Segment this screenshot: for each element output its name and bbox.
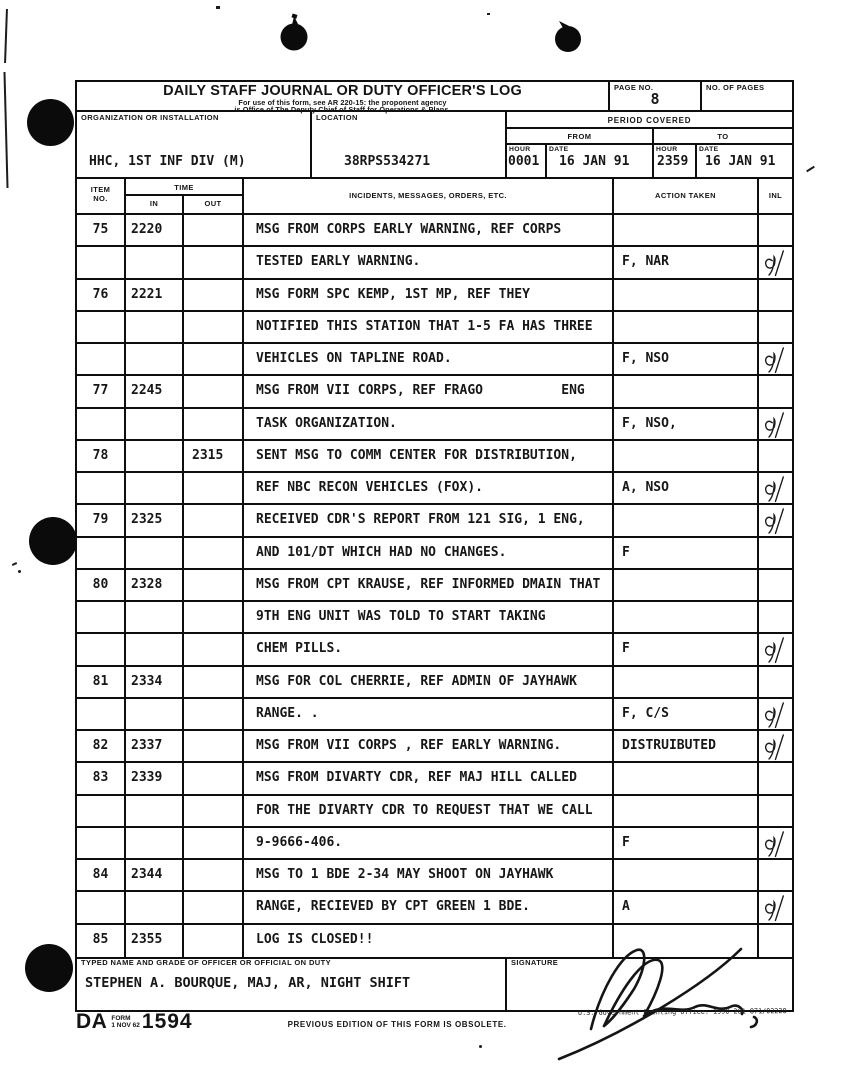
handwritten-signature [545, 933, 785, 1068]
table-row [77, 376, 792, 408]
time-in-cell: 2328 [126, 570, 184, 600]
table-row [77, 215, 792, 247]
initials-cell [759, 473, 792, 503]
incidents-cell: MSG FROM DIVARTY CDR, REF MAJ HILL CALLED [244, 763, 614, 793]
time-out-cell [184, 409, 244, 439]
handwritten-initials-icon [763, 732, 787, 761]
punch-hole-icon [278, 12, 312, 54]
printing-office-note: U.S. Government Printing Office: 1990-261-871/02228 [577, 1007, 787, 1017]
initials-cell [759, 828, 792, 858]
action-taken-cell [614, 763, 759, 793]
from-hour-value: 0001 [508, 154, 540, 169]
date-label: DATE [699, 146, 719, 153]
initials-cell [759, 344, 792, 374]
scan-artifact [216, 6, 220, 9]
item-no-cell [77, 344, 126, 374]
scan-artifact [18, 570, 21, 573]
initials-cell [759, 280, 792, 310]
handwritten-initials-icon [763, 345, 787, 374]
time-out-cell [184, 215, 244, 245]
initials-cell [759, 796, 792, 826]
location-value: 38RPS534271 [344, 154, 431, 169]
form-edition: FORM [111, 1015, 131, 1022]
table-row [77, 763, 792, 795]
page-no-label: PAGE NO. [614, 83, 654, 92]
signature-label: SIGNATURE [511, 958, 559, 967]
typed-name-label: TYPED NAME AND GRADE OF OFFICER OR OFFICIAL ON DUTY [81, 958, 331, 967]
time-in-cell [126, 409, 184, 439]
time-in-cell: 2339 [126, 763, 184, 793]
scan-artifact [4, 9, 8, 63]
item-no-cell [77, 828, 126, 858]
incidents-cell: RANGE. . [244, 699, 614, 729]
incidents-cell: MSG FROM VII CORPS , REF EARLY WARNING. [244, 731, 614, 761]
action-taken-cell: A [614, 892, 759, 922]
initials-cell [759, 247, 792, 277]
inl-header: INL [768, 191, 783, 200]
item-no-cell: 76 [77, 280, 126, 310]
time-out-cell [184, 860, 244, 890]
action-taken-cell [614, 570, 759, 600]
action-taken-cell [614, 280, 759, 310]
time-out-cell [184, 892, 244, 922]
typed-name-value: STEPHEN A. BOURQUE, MAJ, AR, NIGHT SHIFT [85, 975, 411, 991]
table-row [77, 892, 792, 924]
table-row [77, 280, 792, 312]
time-in-cell [126, 247, 184, 277]
initials-cell [759, 570, 792, 600]
time-out-header: OUT [184, 196, 244, 213]
incidents-cell: FOR THE DIVARTY CDR TO REQUEST THAT WE CALL [244, 796, 614, 826]
action-taken-cell: F, NSO, [614, 409, 759, 439]
initials-cell [759, 860, 792, 890]
binder-hole [27, 99, 74, 146]
item-no-cell [77, 538, 126, 568]
initials-cell [759, 409, 792, 439]
item-no-cell: 85 [77, 925, 126, 957]
time-out-cell [184, 763, 244, 793]
time-in-cell [126, 312, 184, 342]
time-out-cell [184, 538, 244, 568]
time-in-cell [126, 538, 184, 568]
action-taken-cell [614, 505, 759, 535]
item-no-cell [77, 699, 126, 729]
time-out-cell [184, 828, 244, 858]
form-edition-date: 1 NOV 62 [111, 1021, 140, 1029]
action-taken-cell [614, 376, 759, 406]
table-header [77, 179, 792, 215]
time-in-cell [126, 828, 184, 858]
to-hour-cell [654, 145, 697, 179]
to-date-cell [697, 145, 792, 179]
action-taken-cell: DISTRUIBUTED [614, 731, 759, 761]
item-no-cell: 83 [77, 763, 126, 793]
punch-hole-icon [551, 18, 585, 58]
action-taken-cell: F, NAR [614, 247, 759, 277]
table-row [77, 699, 792, 731]
handwritten-initials-icon [763, 248, 787, 277]
journal-entries-table [77, 215, 792, 957]
time-in-cell [126, 344, 184, 374]
scan-artifact [487, 13, 490, 15]
hour-label: HOUR [656, 146, 678, 153]
action-taken-cell [614, 215, 759, 245]
form-subtitle-line2: is Office of The Deputy Chief of Staff for Operations & Plans. [234, 105, 451, 115]
from-date-cell [547, 145, 654, 179]
table-row [77, 505, 792, 537]
incidents-cell: TESTED EARLY WARNING. [244, 247, 614, 277]
time-in-cell: 2221 [126, 280, 184, 310]
action-taken-cell: F, C/S [614, 699, 759, 729]
initials-cell [759, 731, 792, 761]
form-title-block [77, 82, 610, 115]
table-row [77, 570, 792, 602]
incidents-cell: MSG FROM CORPS EARLY WARNING, REF CORPS [244, 215, 614, 245]
item-no-cell [77, 796, 126, 826]
action-taken-cell [614, 602, 759, 632]
table-row [77, 473, 792, 505]
to-date-value: 16 JAN 91 [705, 154, 776, 169]
incidents-cell: MSG FROM VII CORPS, REF FRAGO ENG [244, 376, 614, 406]
binder-hole [25, 944, 73, 992]
handwritten-initials-icon [763, 506, 787, 535]
handwritten-initials-icon [763, 893, 787, 922]
item-no-cell: 82 [77, 731, 126, 761]
handwritten-initials-icon [763, 700, 787, 729]
from-date-value: 16 JAN 91 [559, 154, 630, 169]
initials-cell [759, 602, 792, 632]
time-in-cell [126, 634, 184, 664]
time-out-cell [184, 699, 244, 729]
item-no-cell [77, 247, 126, 277]
time-in-cell: 2334 [126, 667, 184, 697]
time-in-cell: 2325 [126, 505, 184, 535]
page-no-cell [610, 82, 702, 112]
time-in-cell: 2245 [126, 376, 184, 406]
time-header: TIME [126, 179, 244, 196]
no-of-pages-cell [702, 82, 792, 112]
time-out-cell [184, 247, 244, 277]
action-taken-cell [614, 860, 759, 890]
incidents-cell: SENT MSG TO COMM CENTER FOR DISTRIBUTION, [244, 441, 614, 471]
table-row [77, 312, 792, 344]
time-in-cell [126, 796, 184, 826]
initials-cell [759, 763, 792, 793]
incidents-cell: TASK ORGANIZATION. [244, 409, 614, 439]
initials-cell [759, 215, 792, 245]
table-row [77, 731, 792, 763]
binder-hole [29, 517, 77, 565]
date-label: DATE [549, 146, 569, 153]
table-row [77, 409, 792, 441]
organization-value: HHC, 1ST INF DIV (M) [89, 154, 246, 169]
item-no-header: ITEM NO. [77, 179, 126, 213]
da-prefix: DA [76, 1010, 108, 1033]
handwritten-initials-icon [763, 635, 787, 664]
time-in-cell [126, 441, 184, 471]
time-out-cell [184, 344, 244, 374]
form-number: 1594 [141, 1010, 193, 1033]
typed-name-cell [77, 957, 507, 1010]
incidents-cell: CHEM PILLS. [244, 634, 614, 664]
incidents-cell: MSG TO 1 BDE 2-34 MAY SHOOT ON JAYHAWK [244, 860, 614, 890]
time-in-cell: 2344 [126, 860, 184, 890]
action-taken-cell [614, 441, 759, 471]
time-in-cell [126, 602, 184, 632]
obsolete-note: PREVIOUS EDITION OF THIS FORM IS OBSOLETE. [287, 1020, 507, 1029]
handwritten-initials-icon [763, 829, 787, 858]
table-row [77, 538, 792, 570]
table-row [77, 796, 792, 828]
incidents-cell: AND 101/DT WHICH HAD NO CHANGES. [244, 538, 614, 568]
scan-artifact [12, 562, 17, 566]
initials-cell [759, 376, 792, 406]
action-taken-cell [614, 312, 759, 342]
initials-cell [759, 441, 792, 471]
handwritten-initials-icon [763, 410, 787, 439]
time-out-cell [184, 667, 244, 697]
item-no-cell: 77 [77, 376, 126, 406]
initials-cell [759, 505, 792, 535]
time-in-cell: 2337 [126, 731, 184, 761]
item-no-cell [77, 312, 126, 342]
incidents-cell: MSG FOR COL CHERRIE, REF ADMIN OF JAYHAWK [244, 667, 614, 697]
incidents-cell: MSG FROM CPT KRAUSE, REF INFORMED DMAIN THAT [244, 570, 614, 600]
no-of-pages-label: NO. OF PAGES [706, 83, 765, 92]
initials-cell [759, 538, 792, 568]
incidents-header: INCIDENTS, MESSAGES, ORDERS, ETC. [244, 179, 614, 213]
scan-artifact [3, 72, 8, 188]
time-out-cell [184, 634, 244, 664]
item-no-cell: 80 [77, 570, 126, 600]
time-in-cell: 2355 [126, 925, 184, 957]
action-taken-header: ACTION TAKEN [614, 179, 759, 213]
time-out-cell [184, 473, 244, 503]
scan-artifact [806, 166, 815, 172]
from-hour-cell [507, 145, 547, 179]
form-subtitle-line1: For use of this form, see AR 220-15: the proponent agency [238, 98, 447, 107]
item-no-cell: 75 [77, 215, 126, 245]
form-number-line [76, 1012, 507, 1032]
time-out-cell [184, 505, 244, 535]
time-out-cell [184, 796, 244, 826]
time-in-cell [126, 892, 184, 922]
da-form-1594 [75, 80, 794, 1012]
table-row [77, 344, 792, 376]
incidents-cell: RECEIVED CDR'S REPORT FROM 121 SIG, 1 ENG, [244, 505, 614, 535]
time-out-cell [184, 280, 244, 310]
initials-cell [759, 312, 792, 342]
action-taken-cell [614, 796, 759, 826]
location-cell [312, 112, 507, 179]
page-no-value: 8 [650, 90, 660, 108]
table-row [77, 667, 792, 699]
incidents-cell: VEHICLES ON TAPLINE ROAD. [244, 344, 614, 374]
incidents-cell: 9-9666-406. [244, 828, 614, 858]
initials-cell [759, 892, 792, 922]
time-out-cell [184, 925, 244, 957]
period-to-label: TO [654, 129, 792, 145]
table-row [77, 602, 792, 634]
action-taken-cell: F [614, 538, 759, 568]
incidents-cell: REF NBC RECON VEHICLES (FOX). [244, 473, 614, 503]
to-hour-value: 2359 [657, 154, 689, 169]
action-taken-cell [614, 667, 759, 697]
period-covered-label: PERIOD COVERED [507, 112, 792, 129]
location-label: LOCATION [316, 113, 358, 122]
time-out-cell [184, 731, 244, 761]
initials-cell [759, 634, 792, 664]
time-in-cell: 2220 [126, 215, 184, 245]
scan-artifact [479, 1045, 482, 1048]
time-in-cell [126, 473, 184, 503]
item-no-cell [77, 473, 126, 503]
table-row [77, 860, 792, 892]
hour-label: HOUR [509, 146, 531, 153]
action-taken-cell: F [614, 828, 759, 858]
incidents-cell: NOTIFIED THIS STATION THAT 1-5 FA HAS THREE [244, 312, 614, 342]
organization-label: ORGANIZATION OR INSTALLATION [81, 113, 219, 122]
action-taken-cell: F, NSO [614, 344, 759, 374]
table-row [77, 441, 792, 473]
initials-cell [759, 699, 792, 729]
incidents-cell: LOG IS CLOSED!! [244, 925, 614, 957]
incidents-cell: RANGE, RECIEVED BY CPT GREEN 1 BDE. [244, 892, 614, 922]
table-row [77, 634, 792, 666]
time-out-cell [184, 376, 244, 406]
time-out-cell [184, 570, 244, 600]
item-no-cell [77, 602, 126, 632]
item-no-cell: 84 [77, 860, 126, 890]
table-row [77, 828, 792, 860]
incidents-cell: MSG FORM SPC KEMP, 1ST MP, REF THEY [244, 280, 614, 310]
time-out-cell [184, 312, 244, 342]
initials-cell [759, 667, 792, 697]
time-out-cell [184, 602, 244, 632]
item-no-cell [77, 634, 126, 664]
action-taken-cell: A, NSO [614, 473, 759, 503]
organization-cell [77, 112, 312, 179]
item-no-cell: 81 [77, 667, 126, 697]
time-out-cell: 2315 [184, 441, 244, 471]
incidents-cell: 9TH ENG UNIT WAS TOLD TO START TAKING [244, 602, 614, 632]
handwritten-initials-icon [763, 474, 787, 503]
time-in-cell [126, 699, 184, 729]
item-no-cell: 79 [77, 505, 126, 535]
time-in-header: IN [126, 196, 184, 213]
item-no-cell [77, 892, 126, 922]
action-taken-cell: F [614, 634, 759, 664]
item-no-cell [77, 409, 126, 439]
item-no-cell: 78 [77, 441, 126, 471]
form-edition-stack [111, 1016, 140, 1029]
period-from-label: FROM [507, 129, 654, 145]
period-covered-block [507, 112, 792, 179]
table-row [77, 247, 792, 279]
form-title: DAILY STAFF JOURNAL OR DUTY OFFICER'S LOG [163, 83, 522, 99]
